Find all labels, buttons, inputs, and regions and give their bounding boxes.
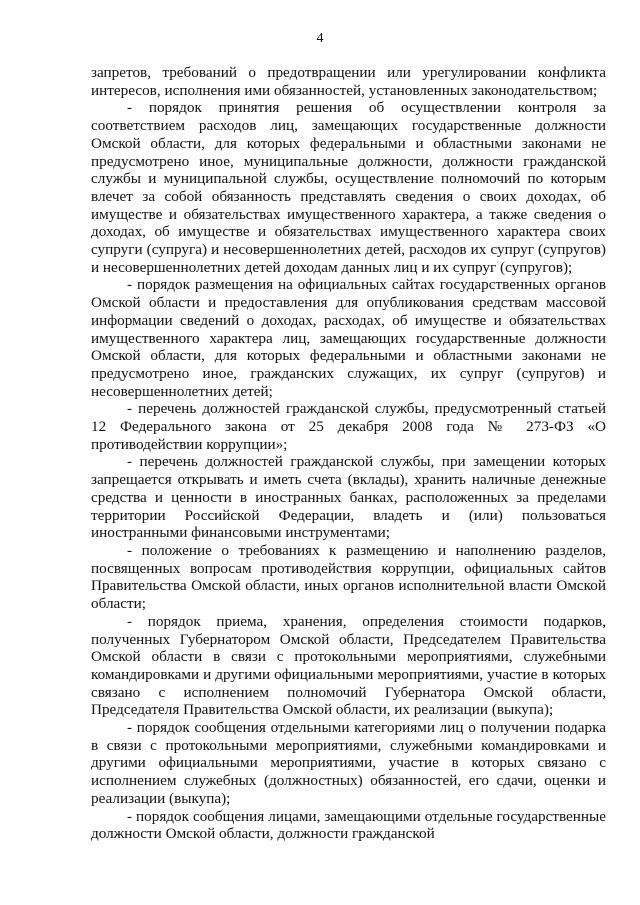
page-number: 4: [316, 31, 324, 46]
list-item: - порядок принятия решения об осуществлении контроля за соответствием расходов лиц, замещающих государственные должности Омской области, для которых федеральными и областными законами не предусмотрено иное, муниципальные должности, должности гражданской службы и муниципальной службы, осуществление полномочий по которым влечет за собой обязанность представлять сведения о своих доходах, об имуществе и обязательствах имущественного характера, а также сведения о доходах, об имуществе и обязательствах имущественного характера своих супруги (супруга) и несовершеннолетних детей, расходов их супруг (супругов) и несовершеннолетних детей доходам данных лиц и их супруг (супругов);: [91, 99, 606, 276]
list-item: - положение о требованиях к размещению и наполнению разделов, посвященных вопросам противодействия коррупции, официальных сайтов Правительства Омской области, иных органов исполнительной власти Омской области;: [91, 541, 606, 613]
list-item: - порядок сообщения отдельными категориями лиц о получении подарка в связи с протокольными мероприятиями, служебными командировками и другими официальными мероприятиями, участие в которых связано с исполнением служебных (должностных) обязанностей, его сдачи, оценки и реализации (выкупа);: [91, 719, 606, 807]
document-body: [91, 64, 606, 843]
list-item: - порядок сообщения лицами, замещающими отдельные государственные должности Омской области, должности гражданской: [91, 807, 606, 843]
list-item: - перечень должностей гражданской службы, при замещении которых запрещается открывать и иметь счета (вклады), хранить наличные денежные средства и ценности в иностранных банках, расположенных за пределами территории Российской Федерации, владеть и (или) пользоваться иностранными финансовыми инструментами;: [91, 453, 606, 542]
list-item: - перечень должностей гражданской службы, предусмотренный статьей 12 Федерального закона от 25 декабря 2008 года № 273-ФЗ «О противодействии коррупции»;: [91, 400, 606, 453]
list-item: - порядок приема, хранения, определения стоимости подарков, полученных Губернатором Омской области, Председателем Правительства Омской области в связи с протокольными мероприятиями, служебными командировками и другими официальными мероприятиями, участие в которых связано с исполнением полномочий Губернатора Омской области, Председателя Правительства Омской области, их реализации (выкупа);: [91, 612, 606, 719]
list-item: - порядок размещения на официальных сайтах государственных органов Омской области и предоставления для опубликования средствам массовой информации сведений о доходах, расходах, об имуществе и обязательствах имущественного характера лиц, замещающих государственные должности Омской области, для которых федеральными и областными законами не предусмотрено иное, гражданских служащих, их супруг (супругов) и несовершеннолетних детей;: [91, 276, 606, 400]
paragraph-continuation: запретов, требований о предотвращении или урегулировании конфликта интересов, исполнения ими обязанностей, установленных законодательством;: [91, 64, 606, 99]
